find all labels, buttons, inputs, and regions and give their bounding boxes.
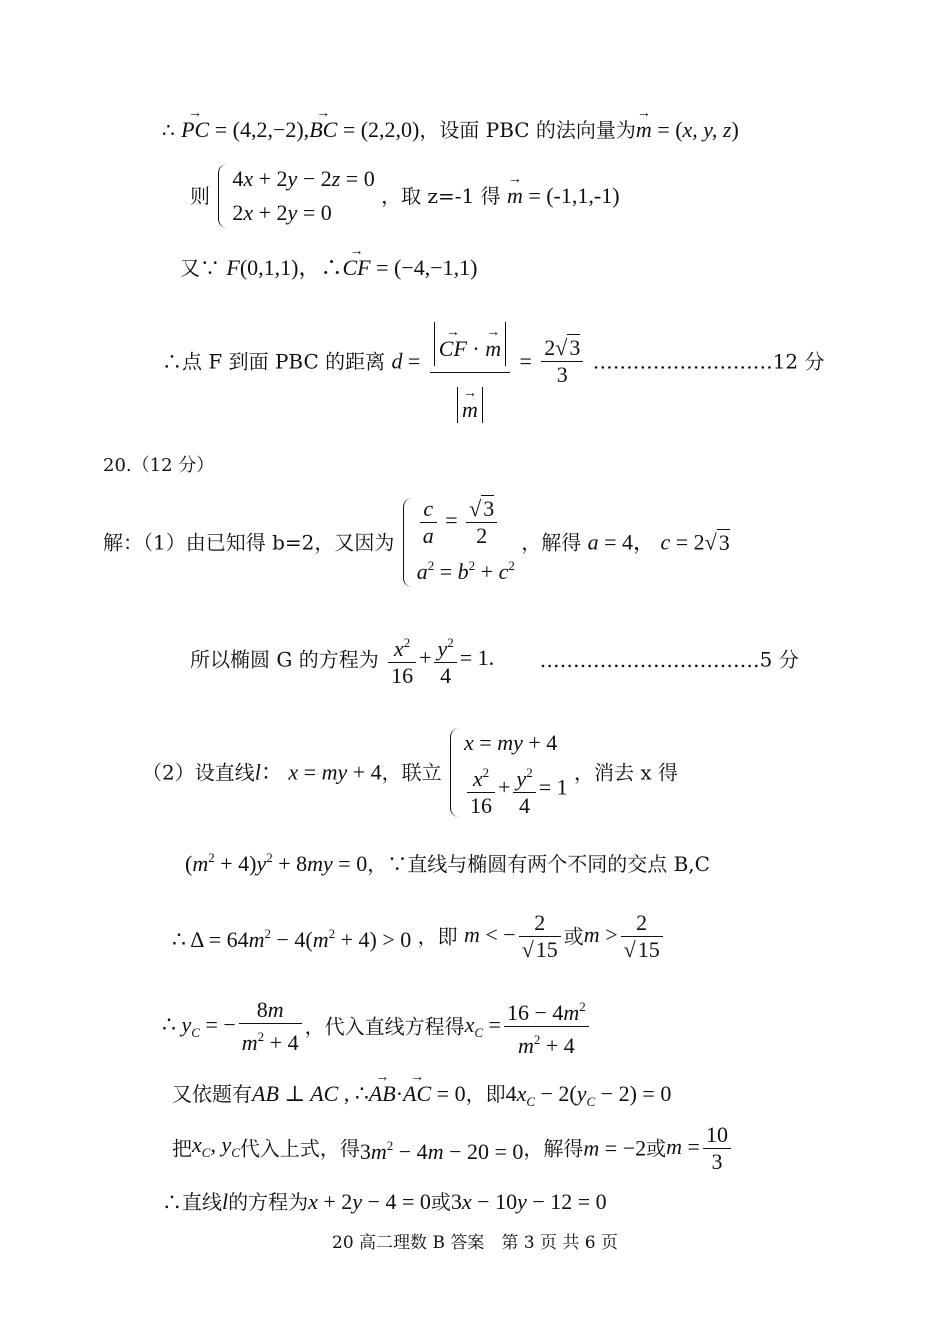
distance-result: $\frac{2√3}{3}$ (541, 335, 583, 388)
formula-dot-product: $4x_C - 2(y_C - 2) = 0$ (505, 1081, 672, 1109)
formula-distance: d = (391, 348, 421, 374)
dots-12: ……………………… (592, 349, 773, 374)
question-20-heading: 20.（12 分） (103, 455, 215, 476)
line-discriminant: ∴ $\Delta = 64m^2 - 4(m^2 + 4) > 0$ ，即 m < − $\frac{2}{√15}$ 或m > $\frac{2}{√15}$ (172, 910, 666, 963)
normal-vector-text: ，设面 PBC 的法向量为 (419, 118, 636, 142)
since-text: 又∵ (180, 256, 220, 280)
line-part1 (103, 496, 730, 589)
or-text-3: 或 (430, 1190, 451, 1214)
then-text: 则 (190, 184, 210, 208)
line-pc-bc-vectors (162, 118, 739, 142)
formula-line-2: 3x − 10y − 12 = 0 (450, 1189, 607, 1214)
or-text-1: 或 (563, 924, 584, 949)
formula-a-c: a = 4， c = 2√3 (587, 529, 730, 555)
line-final-answer: ∴直线l的方程为x + 2y − 4 = 0或3x − 10y − 12 = 0 (162, 1189, 607, 1214)
line-part2: （2）设直线l： x = my + 4，联立 x = my + 4 $\frac{x^2}{16}$ + $\frac{y^2}{4}$ = 1 ，消去 x 得 (142, 726, 678, 819)
combine-text: ，联立 (381, 760, 442, 785)
formula-discriminant: ∴ $\Delta = 64m^2 - 4(m^2 + 4) > 0$ (172, 925, 412, 952)
line-quadratic (185, 846, 710, 876)
solve-text-2: ，解得 (523, 1136, 584, 1161)
page-footer: 20 高二理数 B 答案 第 3 页 共 6 页 (332, 1233, 618, 1253)
line-distance: ∴点 F 到面 PBC 的距离 d = → CF · → m → m = $\frac{2√3}{3}$ ………………………12 分 (162, 300, 825, 423)
take-z-text: ，取 z=-1 得 (381, 184, 501, 208)
formula-m-value: → m = (-1,1,-1) (507, 183, 620, 208)
line-system-normal (190, 162, 620, 230)
or-text-2: 或 (646, 1136, 667, 1161)
formula-quadratic: $(m^2 + 4)y^2 + 8my = 0$ (185, 850, 368, 876)
therefore-symbol: ∴ (162, 118, 175, 142)
substitute-text: ，代入直线方程得 (304, 1014, 465, 1039)
ellipse-text: 所以椭圆 G 的方程为 (190, 647, 379, 672)
perpendicular-text: 又依题有 (172, 1082, 252, 1106)
score-12: 12 分 (772, 349, 825, 374)
into-text: 代入上式，得 (239, 1136, 360, 1161)
formula-m-xyz: → m = (x, y, z) (636, 117, 739, 142)
distance-text: ∴点 F 到面 PBC 的距离 (162, 349, 386, 374)
equation-system-1: 4x + 2y − 2z = 0 2x + 2y = 0 (216, 162, 374, 230)
formula-m-range: m < − $\frac{2}{√15}$ (464, 922, 564, 947)
line-solve-m: 把$x_C$, $y_C$代入上式，得$3m^2 - 4m - 20 = 0$，解得m = −2或m = $\frac{10}{3}$ (172, 1122, 734, 1175)
formula-line-1: x + 2y − 4 = 0 (308, 1189, 431, 1214)
formula-xc: $x_C$ = $\frac{16 - 4m^2}{m^2 + 4}$ (465, 1012, 592, 1037)
namely-text: ，即 (417, 924, 458, 949)
formula-m-solutions: m = −2 (583, 1135, 647, 1161)
solve-text: ，解得 (521, 530, 582, 555)
line-yc-xc (162, 994, 592, 1059)
formula-m-quadratic: $3m^2 - 4m - 20 = 0$ (359, 1137, 524, 1164)
put-text: 把 (172, 1136, 192, 1161)
formula-f-cf: F(0,1,1)，∴→ CF = (−4,−1,1) (226, 255, 477, 280)
equation-text: 的方程为 (228, 1190, 309, 1214)
eliminate-text: ，消去 x 得 (573, 760, 678, 785)
distance-fraction: → CF · → m → m (430, 300, 510, 423)
part2-text: （2）设直线 (142, 760, 255, 785)
line-ellipse-equation (190, 630, 799, 689)
line-f-cf (180, 256, 477, 280)
formula-pc-bc: → PC = (4,2,−2),→ BC = (2,2,0) (181, 117, 419, 142)
formula-yc: ∴ $y_C$ = − $\frac{8m}{m^2 + 4}$ (162, 1012, 305, 1037)
score-5: 5 分 (759, 647, 799, 672)
formula-perpendicular: AB ⊥ AC , ∴→ AB·→ AC = 0 (252, 1081, 466, 1106)
intersect-text: ，∵直线与椭圆有两个不同的交点 B,C (367, 852, 710, 876)
part1-text: 解：（1）由已知得 b=2，又因为 (103, 530, 395, 555)
equation-system-2: $\frac{c}{a}$ = $\frac{√3}{2}$ $a^2 = b^2 + c^2$ (401, 496, 515, 589)
formula-ellipse: $\frac{x^2}{16}$ + $\frac{y^2}{4}$ = 1. (385, 645, 500, 670)
equation-system-3: x = my + 4 $\frac{x^2}{16}$ + $\frac{y^2}{4}$ = 1 (448, 726, 568, 819)
namely-text-2: ，即 (465, 1082, 506, 1106)
line-text: ∴直线 (162, 1190, 222, 1214)
line-perpendicular (172, 1082, 671, 1114)
dots-5: …………………………… (539, 647, 760, 672)
